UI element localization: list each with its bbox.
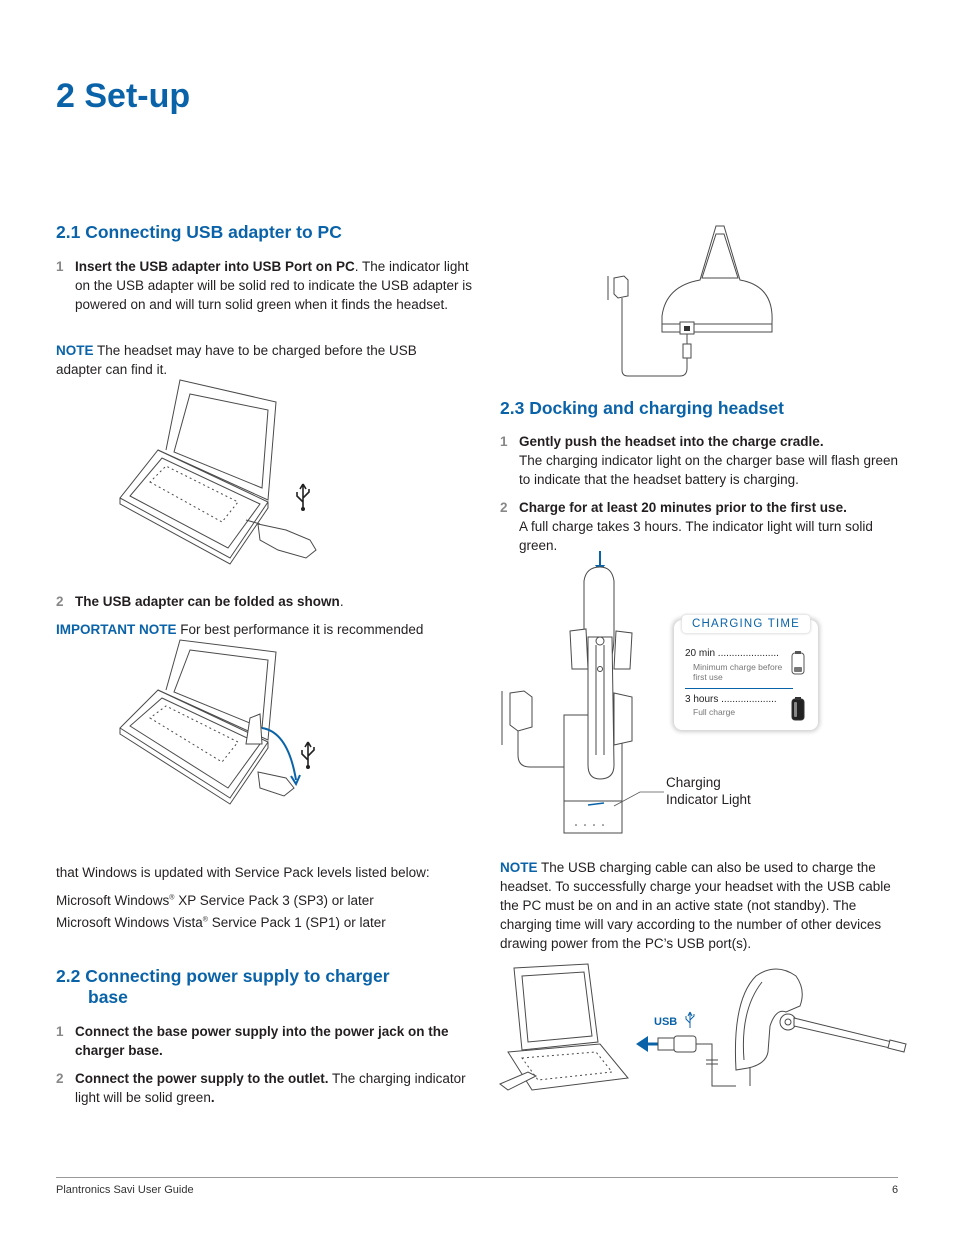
- usb-label: USB: [654, 1016, 678, 1028]
- os-name: Microsoft Windows Vista: [56, 915, 203, 930]
- s22-step-2: [56, 1069, 475, 1107]
- heading-line: 2.2 Connecting power supply to charger: [56, 966, 390, 986]
- registered-mark: ®: [202, 916, 208, 924]
- note-text: The headset may have to be charged before the USB adapter can find it.: [56, 343, 417, 377]
- step-number: 2: [56, 594, 64, 609]
- usb-icon: [293, 482, 313, 512]
- charging-indicator-label: [666, 774, 786, 808]
- service-pack-text: Service Pack 1 (SP1) or later: [207, 915, 386, 930]
- s22-step-1: [56, 1022, 475, 1060]
- step-instruction: Insert the USB adapter into USB Port on PC: [75, 259, 355, 274]
- battery-icon: [791, 697, 805, 721]
- windows-xp-requirement: [56, 891, 476, 910]
- footer-guide-title: Plantronics Savi User Guide: [56, 1184, 194, 1196]
- step-end: .: [210, 1090, 215, 1105]
- step-instruction: Gently push the headset into the charge cradle.: [519, 434, 824, 449]
- s23-step-1: [500, 432, 909, 489]
- divider: [685, 688, 793, 689]
- heading-line: base: [88, 987, 128, 1007]
- section-heading-2-1: 2.1 Connecting USB adapter to PC: [56, 222, 342, 242]
- s21-note: [56, 341, 446, 379]
- label-line: Indicator Light: [666, 792, 751, 807]
- note-label: NOTE: [500, 860, 538, 875]
- step-number: 1: [56, 1024, 64, 1039]
- battery-icon: [791, 651, 805, 675]
- step-instruction: Connect the power supply to the outlet.: [75, 1071, 329, 1086]
- step-detail: . The indicator light on the USB adapter will be solid red to indicate the USB adapter is powered on and will turn solid green when it finds the headset.: [75, 259, 472, 312]
- step-number: 1: [500, 434, 508, 449]
- charging-time-3hours: 3 hours ....................: [685, 694, 777, 705]
- charging-time-panel: [674, 620, 818, 730]
- charging-time-20min-detail: Minimum charge before first use: [693, 662, 783, 682]
- windows-requirement-text: that Windows is updated with Service Pack levels listed below:: [56, 865, 430, 880]
- footer-rule: [56, 1177, 898, 1178]
- s21-step-1: [56, 257, 475, 314]
- s21-step-2: [56, 592, 475, 611]
- step-number: 2: [56, 1071, 64, 1086]
- page-title: 2 Set-up: [56, 77, 191, 115]
- section-heading-2-2: [56, 966, 390, 1008]
- service-pack-text: XP Service Pack 3 (SP3) or later: [174, 893, 374, 908]
- laptop-illustration: [110, 380, 330, 560]
- registered-mark: ®: [169, 894, 175, 902]
- step-detail: The charging indicator light on the charger base will flash green to indicate that the headset battery is charging.: [519, 453, 898, 487]
- step-instruction: Charge for at least 20 minutes prior to the first use.: [519, 500, 847, 515]
- important-note-label: IMPORTANT NOTE: [56, 622, 177, 637]
- usb-charging-illustration: [500, 960, 910, 1100]
- charging-time-title: CHARGING TIME: [682, 615, 810, 633]
- note-label: NOTE: [56, 343, 94, 358]
- step-detail: The charging indicator light will be solid green: [75, 1071, 466, 1105]
- usb-icon: [298, 740, 318, 770]
- charging-time-3hours-detail: Full charge: [693, 707, 736, 717]
- charging-time-20min: 20 min ......................: [685, 648, 779, 659]
- step-instruction: The USB adapter can be folded as shown: [75, 594, 340, 609]
- step-detail: A full charge takes 3 hours. The indicator light will turn solid green.: [519, 519, 873, 553]
- label-line: Charging: [666, 775, 721, 790]
- step-number: 1: [56, 259, 64, 274]
- s21-important-note: [56, 620, 456, 639]
- section-heading-2-3: 2.3 Docking and charging headset: [500, 398, 784, 418]
- step-number: 2: [500, 500, 508, 515]
- footer-page-number: 6: [892, 1184, 899, 1196]
- indicator-leader-line: [610, 790, 666, 810]
- laptop-folded-adapter-illustration: [110, 640, 330, 820]
- s23-note: [500, 858, 900, 953]
- step-detail: .: [339, 594, 344, 609]
- note-text: The USB charging cable can also be used to charge the headset. To successfully charge your headset with the USB cable the PC must be on and in an active state (not standby). The charging time will vary according to the number of other devices drawing power from the PC’s USB port(s).: [500, 860, 891, 951]
- windows-vista-requirement: [56, 913, 476, 932]
- os-name: Microsoft Windows: [56, 893, 170, 908]
- charger-base-illustration: [600, 226, 780, 386]
- step-instruction: Connect the base power supply into the power jack on the charger base.: [75, 1024, 449, 1058]
- important-note-text: For best performance it is recommended: [176, 622, 424, 637]
